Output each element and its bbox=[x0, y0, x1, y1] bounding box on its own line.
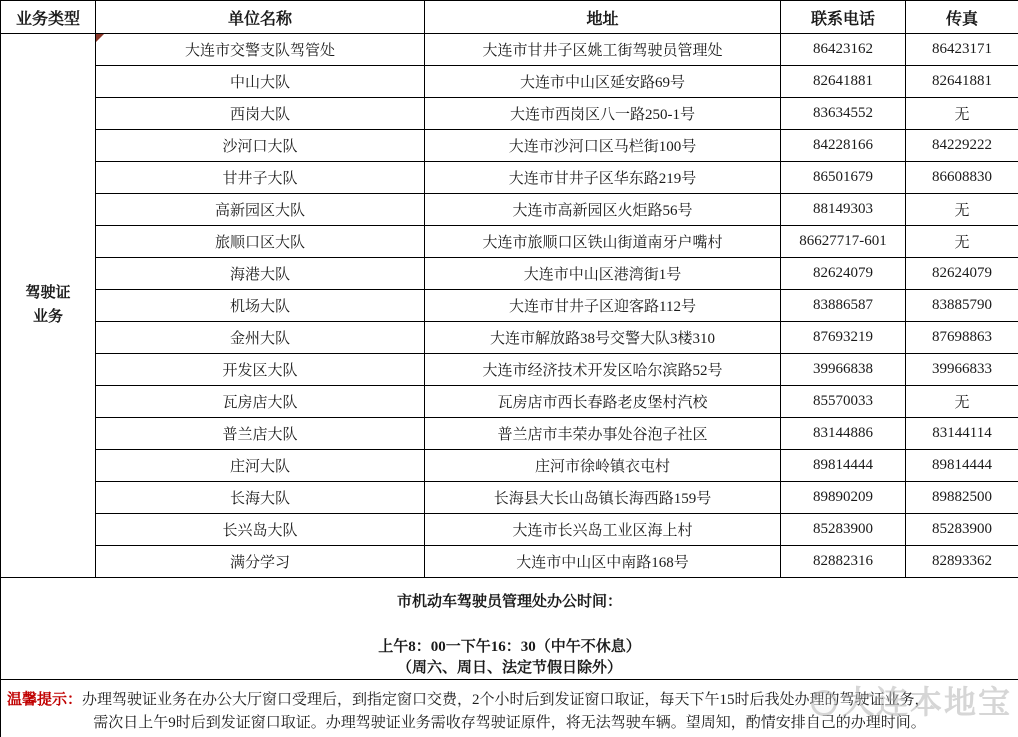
cell-phone bbox=[781, 258, 906, 290]
cell-text: 82624079 bbox=[813, 265, 873, 281]
cell-unit bbox=[96, 322, 425, 354]
cell-text: 大连市西岗区八一路250-1号 bbox=[510, 107, 695, 123]
cell-text: 大连市沙河口区马栏街100号 bbox=[508, 139, 697, 155]
table-row bbox=[1, 386, 1018, 418]
cell-text: 85283900 bbox=[932, 521, 992, 537]
cell-text: 瓦房店市西长春路老皮堡村汽校 bbox=[497, 395, 708, 411]
table-row bbox=[1, 162, 1018, 194]
table-row bbox=[1, 322, 1018, 354]
cell-text: 长海大队 bbox=[229, 491, 290, 507]
cell-text: 普兰店大队 bbox=[222, 427, 298, 443]
cell-fax bbox=[906, 258, 1018, 290]
cell-text: 89890209 bbox=[813, 489, 873, 505]
notice-label: 温馨提示： bbox=[7, 692, 83, 708]
header-row bbox=[1, 1, 1018, 34]
cell-unit bbox=[96, 386, 425, 418]
cell-fax bbox=[906, 546, 1018, 578]
business-type-line: 业务 bbox=[32, 308, 63, 325]
cell-text: 无 bbox=[954, 107, 970, 123]
business-type-line: 驾驶证 bbox=[25, 285, 71, 302]
office-hours-section bbox=[1, 578, 1018, 680]
cell-text: 海港大队 bbox=[229, 267, 290, 283]
cell-text: 85570033 bbox=[813, 393, 873, 409]
cell-text: 金州大队 bbox=[229, 331, 290, 347]
cell-text: 82641881 bbox=[813, 73, 873, 89]
cell-phone bbox=[781, 290, 906, 322]
cell-unit bbox=[96, 482, 425, 514]
cell-address bbox=[425, 482, 781, 514]
cell-fax bbox=[906, 514, 1018, 546]
cell-phone bbox=[781, 450, 906, 482]
cell-address bbox=[425, 130, 781, 162]
cell-unit bbox=[96, 514, 425, 546]
cell-unit bbox=[96, 226, 425, 258]
cell-phone bbox=[781, 98, 906, 130]
notice-section bbox=[1, 680, 1018, 737]
cell-phone bbox=[781, 226, 906, 258]
cell-address bbox=[425, 514, 781, 546]
cell-unit bbox=[96, 66, 425, 98]
cell-phone bbox=[781, 514, 906, 546]
cell-address bbox=[425, 34, 781, 66]
header-unit-name: 单位名称 bbox=[96, 1, 425, 34]
cell-text: 大连市旅顺口区铁山街道南牙户嘴村 bbox=[482, 235, 723, 251]
watermark-text: 大连本地宝 bbox=[841, 684, 1012, 720]
cell-fax bbox=[906, 354, 1018, 386]
cell-text: 无 bbox=[954, 395, 970, 411]
cell-text: 大连市交警支队驾管处 bbox=[184, 43, 335, 59]
cell-unit bbox=[96, 194, 425, 226]
cell-text: 大连市解放路38号交警大队3楼310 bbox=[489, 331, 715, 347]
cell-text: 中山大队 bbox=[229, 75, 290, 91]
cell-text: 82882316 bbox=[813, 553, 873, 569]
cell-fax bbox=[906, 226, 1018, 258]
cell-phone bbox=[781, 482, 906, 514]
table-row bbox=[1, 98, 1018, 130]
table-row bbox=[1, 482, 1018, 514]
cell-text: 大连市甘井子区迎客路112号 bbox=[509, 299, 696, 315]
cell-text: 82893362 bbox=[932, 553, 992, 569]
cell-text: 大连市中山区延安路69号 bbox=[519, 75, 685, 91]
cell-text: 89814444 bbox=[813, 457, 873, 473]
table-row bbox=[1, 514, 1018, 546]
cell-text: 大连市中山区中南路168号 bbox=[516, 555, 689, 571]
cell-unit bbox=[96, 290, 425, 322]
table-row bbox=[1, 34, 1018, 66]
business-type-cell bbox=[1, 34, 96, 578]
cell-fax bbox=[906, 386, 1018, 418]
cell-address bbox=[425, 546, 781, 578]
cell-text: 大连市甘井子区华东路219号 bbox=[508, 171, 697, 187]
table-row bbox=[1, 130, 1018, 162]
cell-address bbox=[425, 418, 781, 450]
cell-text: 84228166 bbox=[813, 137, 873, 153]
header-address: 地址 bbox=[425, 1, 781, 34]
cell-fax bbox=[906, 194, 1018, 226]
cell-unit bbox=[96, 258, 425, 290]
cell-text: 大连市经济技术开发区哈尔滨路52号 bbox=[482, 363, 723, 379]
notice-text-2: 需次日上午9时后到发证窗口取证。办理驾驶证业务需收存驾驶证原件，将无法驾驶车辆。望周知，酌情安排自己的办理时间。 bbox=[93, 715, 926, 732]
table-row bbox=[1, 546, 1018, 578]
cell-phone bbox=[781, 130, 906, 162]
cell-phone bbox=[781, 162, 906, 194]
cell-unit bbox=[96, 162, 425, 194]
cell-text: 庄河大队 bbox=[229, 459, 290, 475]
cell-address bbox=[425, 66, 781, 98]
comment-marker-icon bbox=[96, 34, 104, 42]
cell-text: 89882500 bbox=[932, 489, 992, 505]
cell-address bbox=[425, 290, 781, 322]
cell-text: 瓦房店大队 bbox=[222, 395, 298, 411]
cell-address bbox=[425, 98, 781, 130]
office-hours-exception: （周六、周日、法定节假日除外） bbox=[396, 660, 622, 676]
cell-text: 大连市甘井子区姚工街驾驶员管理处 bbox=[482, 43, 723, 59]
cell-unit bbox=[96, 98, 425, 130]
cell-text: 庄河市徐岭镇衣屯村 bbox=[534, 459, 670, 475]
cell-fax bbox=[906, 130, 1018, 162]
cell-fax bbox=[906, 418, 1018, 450]
cell-address bbox=[425, 162, 781, 194]
cell-text: 39966833 bbox=[932, 361, 992, 377]
notice-line-1 bbox=[7, 689, 1012, 712]
table-row bbox=[1, 258, 1018, 290]
cell-text: 甘井子大队 bbox=[222, 171, 298, 187]
cell-text: 普兰店市丰荣办事处谷泡子社区 bbox=[497, 427, 708, 443]
header-phone: 联系电话 bbox=[781, 1, 906, 34]
cell-text: 82624079 bbox=[932, 265, 992, 281]
cell-address bbox=[425, 194, 781, 226]
cell-text: 85283900 bbox=[813, 521, 873, 537]
cell-phone bbox=[781, 194, 906, 226]
cell-text: 82641881 bbox=[932, 73, 992, 89]
cell-text: 长兴岛大队 bbox=[222, 523, 298, 539]
cell-text: 84229222 bbox=[932, 137, 992, 153]
cell-text: 87693219 bbox=[813, 329, 873, 345]
notice-row bbox=[1, 680, 1018, 737]
cell-fax bbox=[906, 322, 1018, 354]
cell-unit bbox=[96, 450, 425, 482]
cell-text: 88149303 bbox=[813, 201, 873, 217]
table-row bbox=[1, 450, 1018, 482]
cell-text: 83886587 bbox=[813, 297, 873, 313]
cell-unit bbox=[96, 418, 425, 450]
cell-phone bbox=[781, 386, 906, 418]
cell-address bbox=[425, 258, 781, 290]
cell-fax bbox=[906, 98, 1018, 130]
cell-fax bbox=[906, 450, 1018, 482]
cell-phone bbox=[781, 418, 906, 450]
cell-text: 86608830 bbox=[932, 169, 992, 185]
cell-fax bbox=[906, 34, 1018, 66]
cell-unit bbox=[96, 546, 425, 578]
cell-text: 87698863 bbox=[932, 329, 992, 345]
cell-phone bbox=[781, 66, 906, 98]
cell-text: 无 bbox=[954, 235, 970, 251]
cell-text: 大连市中山区港湾街1号 bbox=[523, 267, 682, 283]
cell-fax bbox=[906, 162, 1018, 194]
cell-text: 86423162 bbox=[813, 41, 873, 57]
cell-text: 旅顺口区大队 bbox=[214, 235, 305, 251]
cell-phone bbox=[781, 546, 906, 578]
office-hours-row bbox=[1, 578, 1018, 680]
cell-text: 长海县大长山岛镇长海西路159号 bbox=[493, 491, 712, 507]
cell-fax bbox=[906, 66, 1018, 98]
cell-text: 无 bbox=[954, 203, 970, 219]
cell-text: 86423171 bbox=[932, 41, 992, 57]
cell-text: 39966838 bbox=[813, 361, 873, 377]
cell-unit bbox=[96, 130, 425, 162]
cell-text: 西岗大队 bbox=[229, 107, 290, 123]
table-row bbox=[1, 418, 1018, 450]
cell-text: 83144886 bbox=[813, 425, 873, 441]
cell-phone bbox=[781, 322, 906, 354]
office-hours-time: 上午8：00一下午16：30（中午不休息） bbox=[378, 639, 641, 655]
cell-text: 86501679 bbox=[813, 169, 873, 185]
cell-address bbox=[425, 322, 781, 354]
table-row bbox=[1, 290, 1018, 322]
cell-text: 89814444 bbox=[932, 457, 992, 473]
table-row bbox=[1, 66, 1018, 98]
cell-fax bbox=[906, 482, 1018, 514]
cell-text: 满分学习 bbox=[229, 555, 290, 571]
cell-phone bbox=[781, 354, 906, 386]
cell-text: 83634552 bbox=[813, 105, 873, 121]
cell-text: 83885790 bbox=[932, 297, 992, 313]
cell-text: 开发区大队 bbox=[222, 363, 298, 379]
cell-text: 86627717-601 bbox=[799, 233, 887, 249]
header-fax: 传真 bbox=[906, 1, 1018, 34]
cell-text: 大连市长兴岛工业区海上村 bbox=[512, 523, 693, 539]
cell-address bbox=[425, 354, 781, 386]
cell-phone bbox=[781, 34, 906, 66]
cell-unit bbox=[96, 34, 425, 66]
office-hours-title: 市机动车驾驶员管理处办公时间： bbox=[396, 594, 622, 610]
table-row bbox=[1, 354, 1018, 386]
cell-fax bbox=[906, 290, 1018, 322]
notice-text-1: 办理驾驶证业务在办公大厅窗口受理后，到指定窗口交费，2个小时后到发证窗口取证，每天下午15时后我处办理的驾驶证业务， bbox=[82, 692, 930, 708]
cell-address bbox=[425, 450, 781, 482]
cell-address bbox=[425, 386, 781, 418]
cell-text: 大连市高新园区火炬路56号 bbox=[512, 203, 693, 219]
cell-text: 机场大队 bbox=[229, 299, 290, 315]
cell-unit bbox=[96, 354, 425, 386]
cell-text: 高新园区大队 bbox=[214, 203, 305, 219]
header-business-type: 业务类型 bbox=[1, 1, 96, 34]
cell-text: 83144114 bbox=[932, 425, 992, 441]
cell-text: 沙河口大队 bbox=[222, 139, 298, 155]
cell-address bbox=[425, 226, 781, 258]
table-row bbox=[1, 226, 1018, 258]
table-row bbox=[1, 194, 1018, 226]
